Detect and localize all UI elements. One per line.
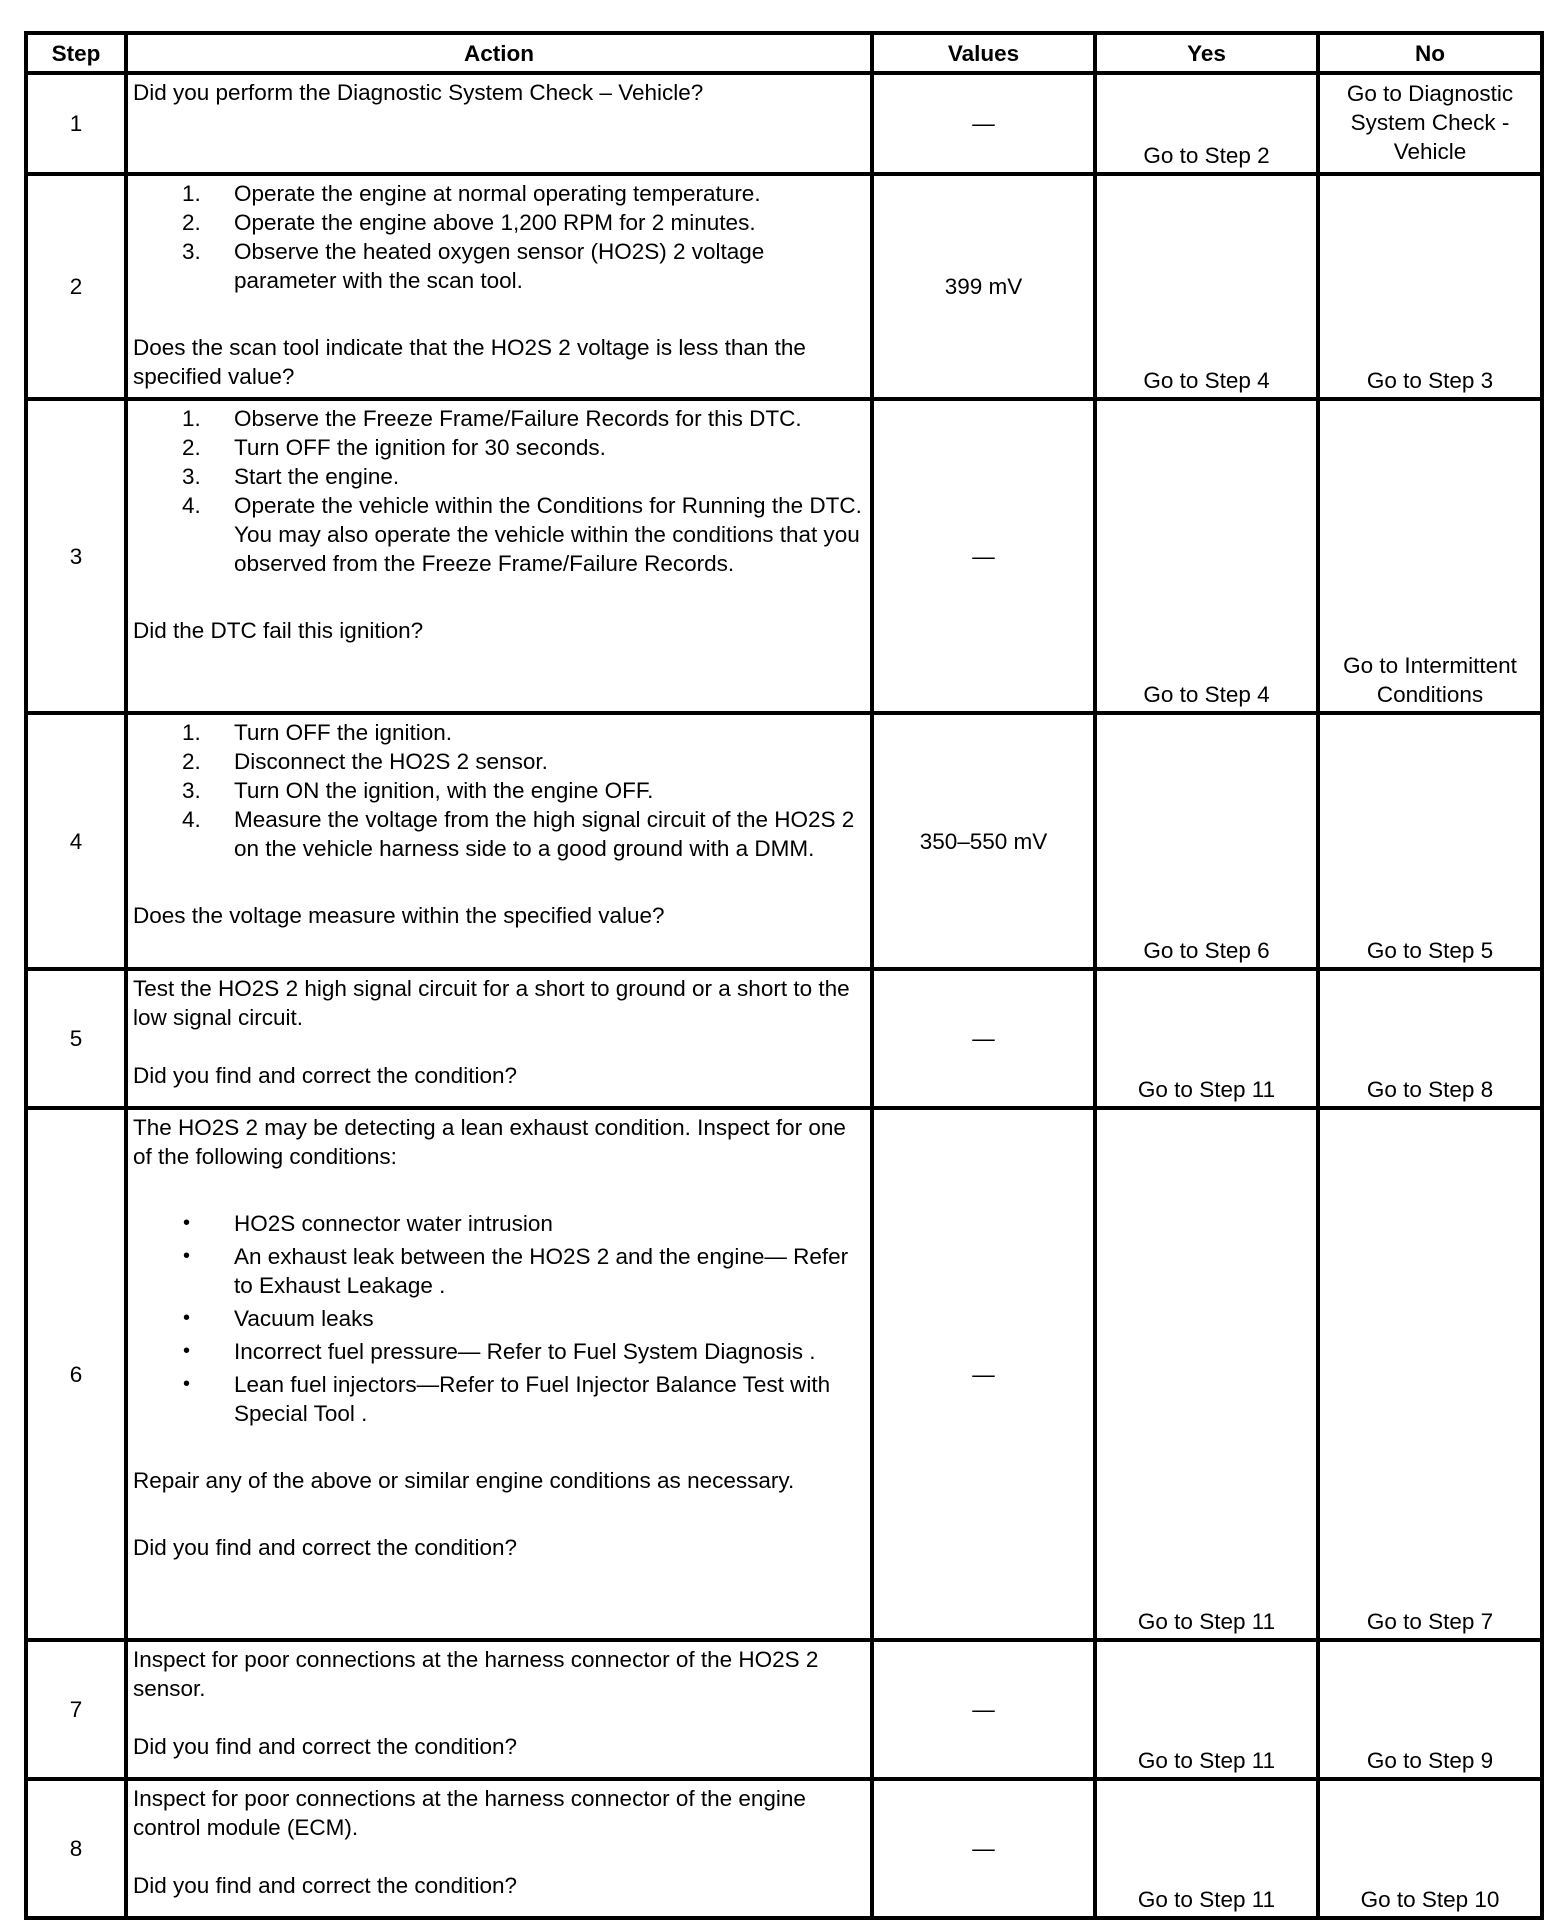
value-cell: — xyxy=(872,73,1095,174)
no-cell: Go to Step 10 xyxy=(1318,1779,1542,1918)
action-question: Did you find and correct the condition? xyxy=(133,1734,517,1759)
action-question: Does the voltage measure within the specified value? xyxy=(133,903,665,928)
action-intro: The HO2S 2 may be detecting a lean exhaust condition. Inspect for one of the following conditions: xyxy=(133,1115,846,1169)
yes-cell: Go to Step 2 xyxy=(1095,73,1318,174)
action-cell xyxy=(126,969,872,1108)
value-cell: — xyxy=(872,1779,1095,1918)
action-cell xyxy=(126,1108,872,1640)
header-action: Action xyxy=(126,33,872,73)
value-cell: 350–550 mV xyxy=(872,713,1095,969)
step-number: 1 xyxy=(26,73,126,174)
no-cell: Go to Step 9 xyxy=(1318,1640,1542,1779)
diagnostic-table xyxy=(24,31,1544,1920)
no-cell: Go to Step 7 xyxy=(1318,1108,1542,1640)
yes-cell: Go to Step 11 xyxy=(1095,1640,1318,1779)
action-question: Did you find and correct the condition? xyxy=(133,1873,517,1898)
bullet-icon: • xyxy=(183,1340,191,1362)
table-row xyxy=(26,73,1542,174)
action-question: Did the DTC fail this ignition? xyxy=(133,618,424,643)
list-item: 4. Measure the voltage from the high signal circuit of the HO2S 2 on the vehicle harness side to a good ground with a DMM. xyxy=(182,807,855,861)
list-item: 1. Turn OFF the ignition. xyxy=(182,720,453,745)
action-cell xyxy=(126,73,872,174)
no-cell: Go to Intermittent Conditions xyxy=(1318,399,1542,713)
list-item: • Vacuum leaks xyxy=(183,1306,374,1331)
header-no: No xyxy=(1318,33,1542,73)
step-number: 3 xyxy=(26,399,126,713)
list-item: • An exhaust leak between the HO2S 2 and the engine— Refer to Exhaust Leakage . xyxy=(183,1244,849,1298)
step-number: 8 xyxy=(26,1779,126,1918)
list-item: 1. Operate the engine at normal operating temperature. xyxy=(182,181,761,206)
yes-cell: Go to Step 11 xyxy=(1095,969,1318,1108)
value-cell: — xyxy=(872,1640,1095,1779)
list-item: 1. Observe the Freeze Frame/Failure Records for this DTC. xyxy=(182,406,802,431)
action-intro: Inspect for poor connections at the harness connector of the engine control module (ECM). xyxy=(133,1786,806,1840)
table-row xyxy=(26,969,1542,1108)
step-number: 4 xyxy=(26,713,126,969)
action-cell xyxy=(126,713,872,969)
list-item: • Lean fuel injectors—Refer to Fuel Injector Balance Test with Special Tool . xyxy=(183,1372,831,1426)
header-yes: Yes xyxy=(1095,33,1318,73)
yes-cell: Go to Step 6 xyxy=(1095,713,1318,969)
action-cell xyxy=(126,1640,872,1779)
no-cell: Go to Step 3 xyxy=(1318,174,1542,399)
value-cell: — xyxy=(872,969,1095,1108)
step-number: 5 xyxy=(26,969,126,1108)
no-cell: Go to Step 5 xyxy=(1318,713,1542,969)
yes-cell: Go to Step 4 xyxy=(1095,399,1318,713)
action-steps xyxy=(133,718,862,863)
action-cell xyxy=(126,399,872,713)
list-item: 3. Turn ON the ignition, with the engine OFF. xyxy=(182,778,654,803)
action-question: Did you perform the Diagnostic System Check – Vehicle? xyxy=(133,80,704,105)
action-intro: Test the HO2S 2 high signal circuit for a short to ground or a short to the low signal circuit. xyxy=(133,976,850,1030)
list-item: • HO2S connector water intrusion xyxy=(183,1211,553,1236)
action-steps xyxy=(133,179,862,295)
table-row xyxy=(26,174,1542,399)
action-question: Does the scan tool indicate that the HO2S 2 voltage is less than the specified value? xyxy=(133,335,806,389)
list-item: 2. Operate the engine above 1,200 RPM for 2 minutes. xyxy=(182,210,756,235)
list-item: 4. Operate the vehicle within the Conditions for Running the DTC. You may also operate the vehicle within the conditions that you observed from the Freeze Frame/Failure Records. xyxy=(182,493,862,576)
table-row xyxy=(26,1108,1542,1640)
step-number: 6 xyxy=(26,1108,126,1640)
yes-cell: Go to Step 4 xyxy=(1095,174,1318,399)
step-number: 2 xyxy=(26,174,126,399)
no-cell: Go to Step 8 xyxy=(1318,969,1542,1108)
value-cell: 399 mV xyxy=(872,174,1095,399)
value-cell: — xyxy=(872,1108,1095,1640)
bullet-icon: • xyxy=(183,1307,191,1329)
table-row xyxy=(26,1779,1542,1918)
action-question: Did you find and correct the condition? xyxy=(133,1063,517,1088)
table-row xyxy=(26,1640,1542,1779)
list-item: • Incorrect fuel pressure— Refer to Fuel System Diagnosis . xyxy=(183,1339,816,1364)
yes-cell: Go to Step 11 xyxy=(1095,1779,1318,1918)
action-question: Did you find and correct the condition? xyxy=(133,1535,517,1560)
value-cell: — xyxy=(872,399,1095,713)
table-row xyxy=(26,399,1542,713)
header-values: Values xyxy=(872,33,1095,73)
step-number: 7 xyxy=(26,1640,126,1779)
list-item: 3. Start the engine. xyxy=(182,464,400,489)
table-row xyxy=(26,713,1542,969)
yes-cell: Go to Step 11 xyxy=(1095,1108,1318,1640)
action-repair: Repair any of the above or similar engine conditions as necessary. xyxy=(133,1468,795,1493)
list-item: 2. Disconnect the HO2S 2 sensor. xyxy=(182,749,548,774)
action-steps xyxy=(133,404,862,578)
condition-list xyxy=(133,1209,862,1428)
header-row xyxy=(26,33,1542,73)
list-item: 2. Turn OFF the ignition for 30 seconds. xyxy=(182,435,606,460)
action-cell xyxy=(126,1779,872,1918)
no-cell: Go to Diagnostic System Check - Vehicle xyxy=(1318,73,1542,174)
bullet-icon: • xyxy=(183,1212,191,1234)
action-intro: Inspect for poor connections at the harness connector of the HO2S 2 sensor. xyxy=(133,1647,819,1701)
bullet-icon: • xyxy=(183,1373,191,1395)
action-cell xyxy=(126,174,872,399)
bullet-icon: • xyxy=(183,1245,191,1267)
list-item: 3. Observe the heated oxygen sensor (HO2S) 2 voltage parameter with the scan tool. xyxy=(182,239,765,293)
header-step: Step xyxy=(26,33,126,73)
